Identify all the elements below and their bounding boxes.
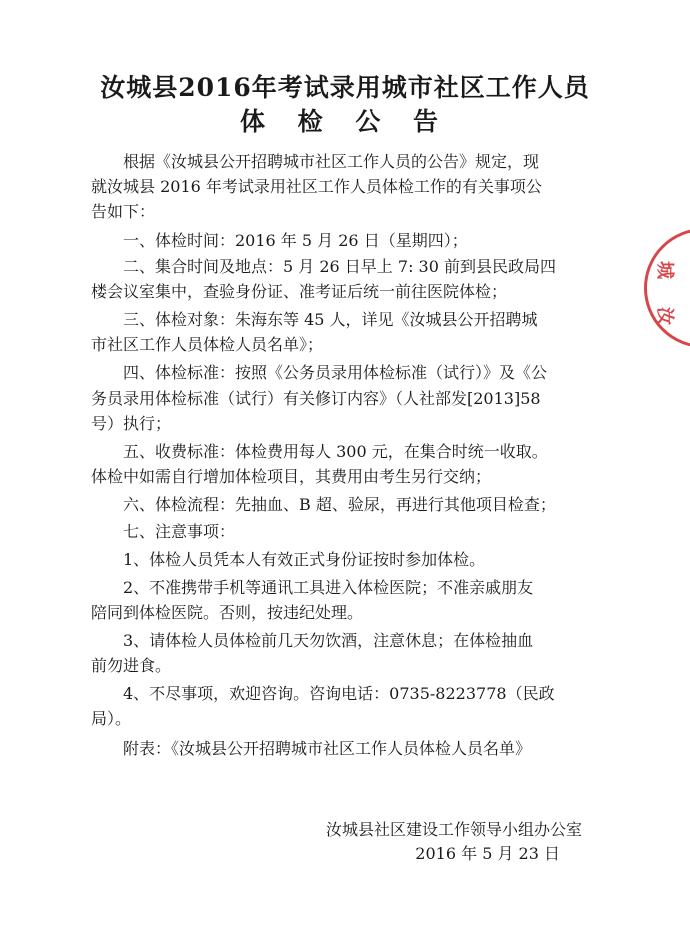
notice-item-line: 务员录用体检标准（试行）有关修订内容》（人社部发[2013]58	[91, 389, 541, 408]
notice-item-line: 二、集合时间及地点：5 月 26 日早上 7: 30 前到县民政局四	[123, 257, 556, 276]
notice-item-line: 号）执行；	[91, 414, 172, 433]
notice-item-line: 局）。	[91, 709, 132, 728]
intro-line: 根据《汝城县公开招聘城市社区工作人员的公告》规定，现	[123, 152, 540, 171]
seal-char-1: 城	[654, 261, 675, 279]
notice-item-line: 七、注意事项：	[123, 522, 236, 541]
notice-item-line: 前勿进食。	[91, 656, 172, 675]
intro-line: 告如下：	[91, 202, 156, 221]
notice-item-line: 附表：《汝城县公开招聘城市社区工作人员体检人员名单》	[123, 739, 532, 758]
notice-item-line: 市社区工作人员体检人员名单》；	[91, 335, 324, 354]
notice-item-line: 楼会议室集中，查验身份证、准考证后统一前往医院体检；	[91, 282, 508, 301]
signature-date: 2016 年 5 月 23 日	[415, 844, 560, 863]
signature-block	[326, 818, 582, 866]
intro-line: 就汝城县 2016 年考试录用社区工作人员体检工作的有关事项公	[91, 177, 542, 196]
notice-item-line: 四、体检标准：按照《公务员录用体检标准（试行）》及《公	[123, 363, 548, 382]
notice-item-line: 4、不尽事项，欢迎咨询。咨询电话：0735-8223778（民政	[123, 684, 555, 703]
official-seal	[644, 228, 690, 348]
notice-item-line: 3、请体检人员体检前几天勿饮酒，注意休息；在体检抽血	[123, 631, 534, 650]
notice-item-line: 2、不准携带手机等通讯工具进入体检医院；不准亲戚朋友	[123, 578, 534, 597]
signature-org: 汝城县社区建设工作领导小组办公室	[325, 820, 582, 839]
notice-item-line: 六、体检流程：先抽血、B 超、验尿，再进行其他项目检查；	[123, 495, 556, 514]
notice-item-line: 陪同到体检医院。否则，按违纪处理。	[91, 603, 364, 622]
seal-char-2: 汝	[654, 307, 675, 325]
notice-item-line: 三、体检对象：朱海东等 45 人，详见《汝城县公开招聘城	[123, 310, 538, 329]
title-line-1: 汝城县2016年考试录用城市社区工作人员	[100, 73, 590, 102]
notice-item-line: 一、体检时间：2016 年 5 月 26 日（星期四）；	[123, 231, 468, 250]
title-line-2: 体 检 公 告	[239, 107, 451, 136]
notice-item-line: 体检中如需自行增加体检项目，其费用由考生另行交纳；	[91, 467, 492, 486]
notice-item-line: 1、体检人员凭本人有效正式身份证按时参加体检。	[123, 550, 486, 569]
notice-item-line: 五、收费标准：体检费用每人 300 元，在集合时统一收取。	[123, 442, 548, 461]
